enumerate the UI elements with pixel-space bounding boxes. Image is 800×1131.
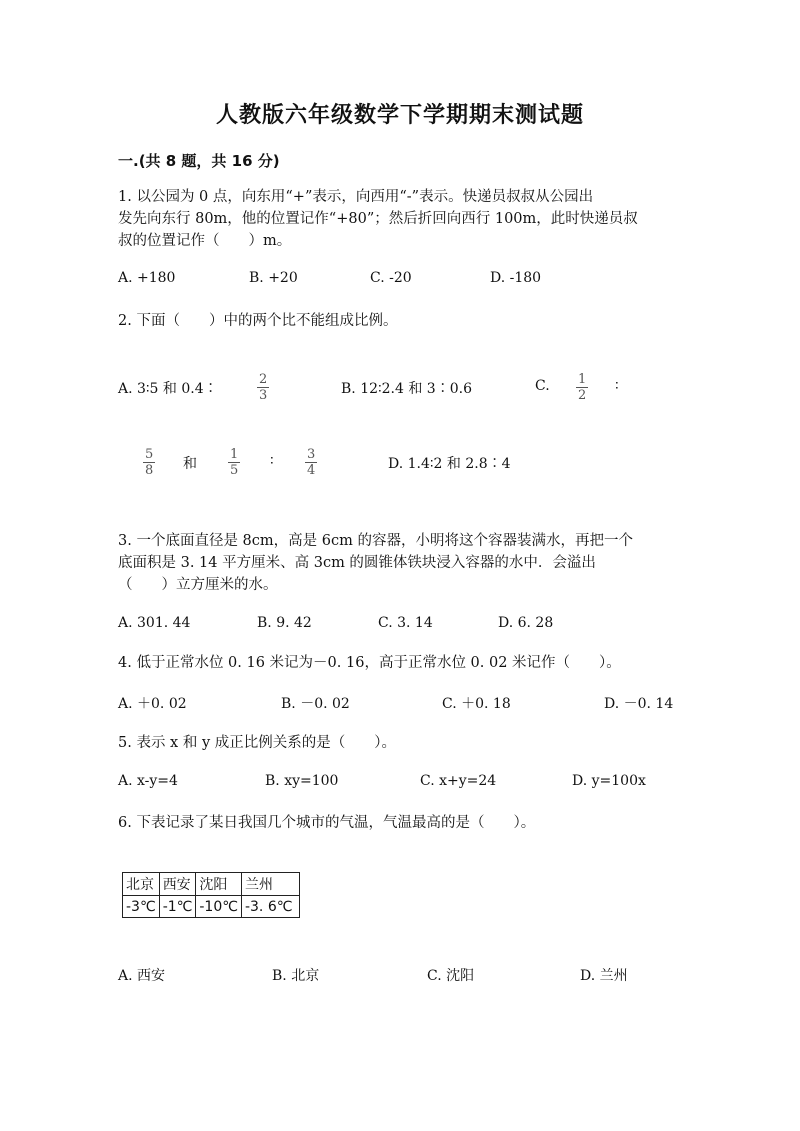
q2-fraction-three-quarters: $\frac{3}{4}$ xyxy=(307,447,316,478)
q2-option-b[interactable]: B. 12∶2.4 和 3∶0.6 xyxy=(341,381,472,397)
q3-option-d[interactable]: D. 6. 28 xyxy=(498,615,554,631)
section-heading: 一.(共 8 题，共 16 分) xyxy=(118,152,280,170)
q1-option-b[interactable]: B. +20 xyxy=(249,270,298,286)
q5-option-d[interactable]: D. y=100x xyxy=(572,773,646,789)
question-1-line-1: 1. 以公园为 0 点，向东用“+”表示，向西用“-”表示。快递员叔叔从公园出 xyxy=(118,189,594,205)
q6-option-a[interactable]: A. 西安 xyxy=(118,968,166,984)
table-cell-city: 西安 xyxy=(159,873,196,896)
question-3-line-3: （ ）立方厘米的水。 xyxy=(118,577,278,593)
q6-option-c[interactable]: C. 沈阳 xyxy=(427,968,475,984)
q5-option-a[interactable]: A. x-y=4 xyxy=(118,773,178,789)
ratio-colon-2: ∶ xyxy=(270,453,274,469)
question-1-stem xyxy=(118,186,678,252)
q5-option-b[interactable]: B. xy=100 xyxy=(265,773,339,789)
question-2-stem: 2. 下面（ ）中的两个比不能组成比例。 xyxy=(118,313,398,329)
question-4-stem: 4. 低于正常水位 0. 16 米记为－0. 16，高于正常水位 0. 02 米记作（ ）。 xyxy=(118,655,621,671)
q2-option-c[interactable]: C. xyxy=(535,378,550,394)
q6-option-b[interactable]: B. 北京 xyxy=(272,968,320,984)
q4-option-c[interactable]: C. ＋0. 18 xyxy=(442,696,511,712)
q3-option-a[interactable]: A. 301. 44 xyxy=(118,615,191,631)
question-3-line-1: 3. 一个底面直径是 8cm，高是 6cm 的容器，小明将这个容器装满水，再把一个 xyxy=(118,533,633,549)
table-row xyxy=(123,896,300,918)
q3-option-c[interactable]: C. 3. 14 xyxy=(378,615,433,631)
table-cell-city: 北京 xyxy=(123,873,160,896)
table-cell-temp: -3℃ xyxy=(123,896,160,918)
question-6-stem: 6. 下表记录了某日我国几个城市的气温，气温最高的是（ ）。 xyxy=(118,815,536,831)
q2-fraction-five-eighths: $\frac{5}{8}$ xyxy=(145,447,154,478)
q1-option-d[interactable]: D. -180 xyxy=(490,270,542,286)
table-cell-temp: -1℃ xyxy=(159,896,196,918)
q1-option-c[interactable]: C. -20 xyxy=(370,270,412,286)
q5-option-c[interactable]: C. x+y=24 xyxy=(420,773,497,789)
question-1-line-2: 发先向东行 80m，他的位置记作“+80”；然后折回向西行 100m，此时快递员叔 xyxy=(118,211,638,227)
page-title: 人教版六年级数学下学期期末测试题 xyxy=(215,103,584,128)
q3-option-b[interactable]: B. 9. 42 xyxy=(257,615,312,631)
q1-option-a[interactable]: A. +180 xyxy=(118,270,176,286)
question-3-stem xyxy=(118,530,678,596)
table-cell-temp: -10℃ xyxy=(196,896,242,918)
question-5-stem: 5. 表示 x 和 y 成正比例关系的是（ ）。 xyxy=(118,735,396,751)
q2-option-a[interactable]: A. 3∶5 和 0.4∶ xyxy=(118,381,218,397)
temperature-table xyxy=(122,872,300,918)
q6-option-d[interactable]: D. 兰州 xyxy=(580,968,628,984)
q2-fraction-two-thirds: $\frac{2}{3}$ xyxy=(259,372,268,403)
table-cell-city: 沈阳 xyxy=(196,873,242,896)
and-word: 和 xyxy=(183,456,197,472)
question-1-line-3: 叔的位置记作（ ）m。 xyxy=(118,233,292,249)
ratio-colon: ∶ xyxy=(615,378,619,394)
q2-fraction-one-half: $\frac{1}{2}$ xyxy=(578,372,587,403)
table-row xyxy=(123,873,300,896)
q4-option-d[interactable]: D. －0. 14 xyxy=(604,696,674,712)
q2-option-d[interactable]: D. 1.4∶2 和 2.8∶4 xyxy=(388,456,511,472)
question-3-line-2: 底面积是 3. 14 平方厘米、高 3cm 的圆锥体铁块浸入容器的水中．会溢出 xyxy=(118,555,596,571)
q4-option-a[interactable]: A. ＋0. 02 xyxy=(118,696,187,712)
q4-option-b[interactable]: B. －0. 02 xyxy=(281,696,350,712)
table-cell-city: 兰州 xyxy=(241,873,299,896)
table-cell-temp: -3. 6℃ xyxy=(241,896,299,918)
q2-fraction-one-fifth: $\frac{1}{5}$ xyxy=(230,447,239,478)
